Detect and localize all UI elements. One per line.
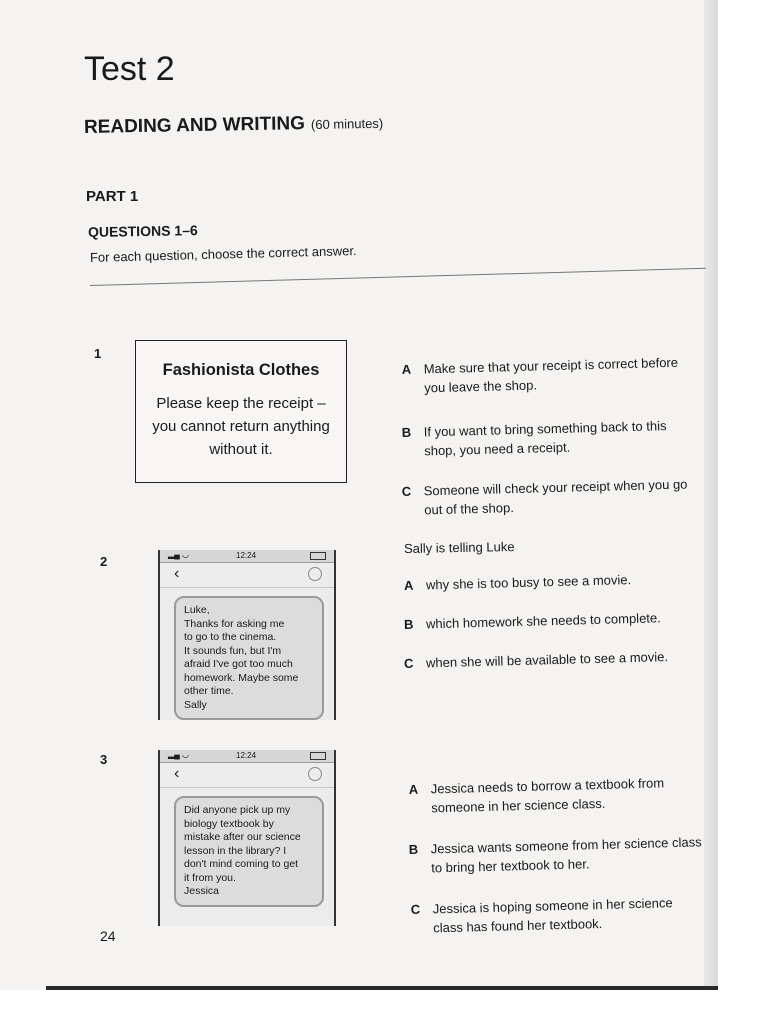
message-line: lesson in the library? I [184,844,287,857]
message-line: Thanks for asking me [184,617,285,630]
option-3a[interactable] [409,772,706,818]
phone-status-bar [160,550,334,563]
option-text: Jessica is hoping someone in her science class has found her textbook. [432,895,673,936]
phone-screen [158,550,336,720]
chevron-left-icon[interactable]: ‹ [174,765,180,782]
message-line: Sally [184,698,207,711]
option-letter: C [403,655,414,671]
circle-icon [308,767,322,781]
circle-icon [308,567,322,581]
option-1c[interactable] [402,474,703,520]
option-2c[interactable] [404,646,714,673]
option-text: when she will be available to see a movie. [425,649,669,671]
option-letter: A [408,781,419,798]
notice-title: Fashionista Clothes [162,361,320,379]
message-bubble [174,596,324,720]
phone-time: 12:24 [236,751,257,760]
phone-status-bar [160,750,334,763]
option-letter: C [410,901,421,918]
option-1a[interactable] [402,352,703,398]
option-2a[interactable] [404,568,714,595]
signal-icon: ▂▄ ◡ [168,750,190,759]
message-line: to go to the cinema. [184,631,277,643]
notice-body: Please keep the receipt – you cannot return anything without it. [152,395,330,458]
question-number: 2 [100,554,108,569]
page-number: 24 [100,928,116,944]
signal-icon: ▂▄ ◡ [168,550,190,559]
battery-icon [310,752,326,760]
option-text: Jessica needs to borrow a textbook from someone in her science class. [430,775,665,816]
message-line: it from you. [184,871,236,884]
section-title-text: READING AND WRITING [83,113,306,138]
message-line: It sounds fun, but I'm [184,644,282,657]
phone-nav-bar [160,563,334,588]
option-text: Jessica wants someone from her science class to bring her textbook to her. [430,834,702,876]
question-stem: Sally is telling Luke [403,539,515,556]
message-line: Jessica [184,885,220,897]
message-line: Did anyone pick up my [184,804,291,816]
questions-range: QUESTIONS 1–6 [87,222,198,240]
section-title [84,112,384,139]
message-line: biology textbook by [184,817,274,830]
message-bubble [174,796,324,907]
question-number: 3 [100,752,108,767]
message-line: homework. Maybe some [184,671,299,684]
option-text: which homework she needs to complete. [425,610,661,632]
chevron-left-icon[interactable]: ‹ [174,565,180,582]
option-letter: B [401,424,412,441]
page-bottom-edge [46,986,718,990]
battery-icon [310,552,326,560]
message-line: afraid I've got too much [184,658,293,670]
question-number: 1 [94,346,102,361]
message-line: don't mind coming to get [184,858,299,870]
option-letter: B [408,841,419,858]
phone-time: 12:24 [236,551,257,560]
message-line: mistake after our science [184,831,301,843]
divider [90,268,706,286]
option-3c[interactable] [411,892,706,938]
option-text: why she is too busy to see a movie. [425,572,632,593]
option-text: Make sure that your receipt is correct before you leave the shop. [423,354,679,396]
section-duration: (60 minutes) [310,115,384,133]
notice-sign [135,340,347,483]
option-letter: A [401,361,412,378]
phone-screen [158,750,336,926]
option-letter: C [401,483,412,500]
message-line: other time. [184,685,234,697]
option-2b[interactable] [404,607,714,634]
option-text: Someone will check your receipt when you go out of the shop. [423,476,688,518]
instruction: For each question, choose the correct answer. [89,243,357,265]
option-1b[interactable] [402,415,703,461]
option-3b[interactable] [409,832,706,878]
phone-nav-bar [160,763,334,788]
option-letter: B [403,616,414,632]
option-letter: A [403,577,414,593]
option-text: If you want to bring something back to this shop, you need a receipt. [423,418,667,459]
test-title: Test 2 [84,50,175,88]
part-title: PART 1 [86,188,139,205]
message-line: Luke, [184,604,210,616]
page-fold-shadow [704,0,718,990]
